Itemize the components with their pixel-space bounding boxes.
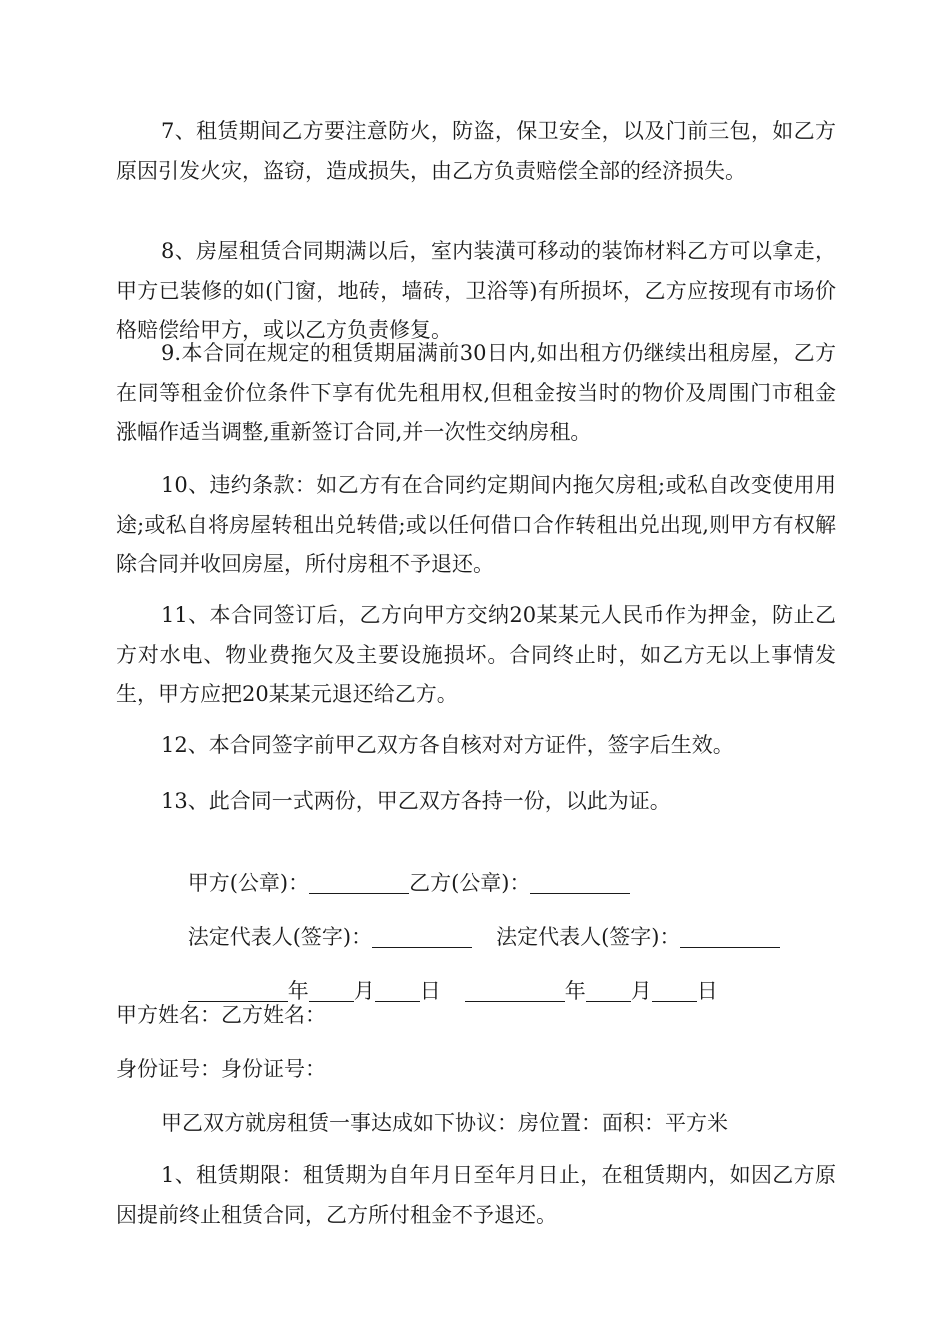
clause-11: 11、本合同签订后，乙方向甲方交纳20某某元人民币作为押金，防止乙方对水电、物业费拖欠及主要设施损坏。合同终止时，如乙方无以上事情发生，甲方应把20某某元退还给乙方。 (116, 603, 836, 706)
legal-rep-a-blank[interactable] (372, 925, 472, 948)
date-a-day-blank[interactable] (375, 979, 420, 1002)
date-b-month-label: 月 (630, 979, 652, 1003)
legal-rep-a-label: 法定代表人(签字)： (187, 925, 373, 949)
clause-12: 12、本合同签字前甲乙双方各自核对对方证件，签字后生效。 (161, 733, 734, 757)
legal-rep-b-blank[interactable] (680, 925, 780, 948)
clause-1: 1、租赁期限：租赁期为自年月日至年月日止，在租赁期内，如因乙方原因提前终止租赁合同，乙方所付租金不予退还。 (116, 1163, 836, 1227)
date-a-year-label: 年 (287, 979, 309, 1003)
agreement-intro: 甲乙双方就房租赁一事达成如下协议：房位置：面积：平方米 (161, 1111, 728, 1135)
date-b-day-label: 日 (696, 979, 718, 1003)
party-a-seal-blank[interactable] (309, 871, 409, 894)
date-a-month-blank[interactable] (309, 979, 354, 1002)
party-a-seal-label: 甲方(公章)： (187, 871, 310, 895)
date-a-month-label: 月 (353, 979, 375, 1003)
date-b-month-blank[interactable] (586, 979, 631, 1002)
party-b-seal-label: 乙方(公章)： (409, 871, 531, 895)
clause-8: 8、房屋租赁合同期满以后，室内装潢可移动的装饰材料乙方可以拿走，甲方已装修的如(门窗，地砖，墙砖，卫浴等)有所损坏，乙方应按现有市场价格赔偿给甲方，或以乙方负责修复。 (116, 239, 836, 342)
legal-rep-b-label: 法定代表人(签字)： (496, 925, 681, 949)
clause-7: 7、租赁期间乙方要注意防火，防盗，保卫安全，以及门前三包，如乙方原因引发火灾，盗窃，造成损失，由乙方负责赔偿全部的经济损失。 (116, 119, 836, 183)
date-b-year-label: 年 (564, 979, 586, 1003)
clause-13: 13、此合同一式两份，甲乙双方各持一份，以此为证。 (161, 789, 671, 813)
date-a-year-blank[interactable] (188, 979, 288, 1002)
id-numbers: 身份证号：身份证号： (116, 1057, 326, 1081)
date-a-day-label: 日 (419, 979, 441, 1003)
date-b-year-blank[interactable] (465, 979, 565, 1002)
clause-10: 10、违约条款：如乙方有在合同约定期间内拖欠房租;或私自改变使用用途;或私自将房屋转租出兑转借;或以任何借口合作转租出兑出现,则甲方有权解除合同并收回房屋，所付房租不予退还。 (116, 473, 836, 576)
party-b-seal-blank[interactable] (530, 871, 630, 894)
date-b-day-blank[interactable] (652, 979, 697, 1002)
party-names: 甲方姓名：乙方姓名： (116, 1003, 326, 1027)
clause-9: 9.本合同在规定的租赁期届满前30日内,如出租方仍继续出租房屋，乙方在同等租金价位条件下享有优先租用权,但租金按当时的物价及周围门市租金涨幅作适当调整,重新签订合同,并一次性交纳房租。 (116, 341, 836, 444)
